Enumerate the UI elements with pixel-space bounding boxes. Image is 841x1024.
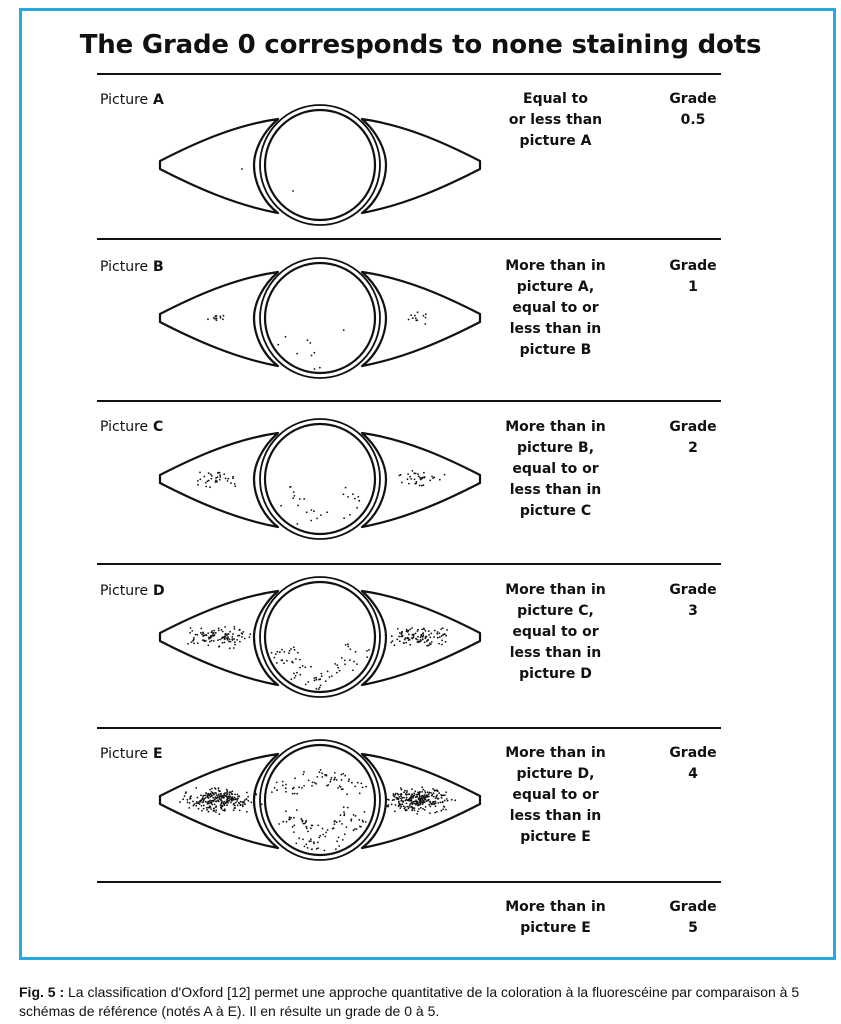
- row-condition-b: More than in picture A, equal to or less than in picture B: [505, 258, 606, 358]
- eye-diagram-c: [150, 417, 490, 547]
- eye-diagram-b: [150, 256, 490, 386]
- row-condition-c: More than in picture B, equal to or less than in picture C: [505, 419, 606, 519]
- row-condition-a: Equal to or less than picture A: [508, 91, 603, 149]
- row-divider: [97, 881, 721, 883]
- row-label-e: Picture E: [100, 746, 163, 762]
- row-label-a: Picture A: [100, 92, 164, 108]
- row-divider: [97, 563, 721, 565]
- caption-label: Fig. 5 :: [19, 984, 65, 1000]
- row-grade-e: Grade 4: [669, 745, 717, 782]
- row-grade-a: Grade 0.5: [669, 91, 717, 128]
- row-grade-d: Grade 3: [669, 582, 717, 619]
- eye-diagram-d: [150, 575, 490, 705]
- row-label-d: Picture D: [100, 583, 165, 599]
- row-grade-5: Grade 5: [669, 899, 717, 936]
- row-grade-c: Grade 2: [669, 419, 717, 456]
- row-condition-5: More than in picture E: [505, 899, 606, 936]
- figure-title: The Grade 0 corresponds to none staining dots: [79, 30, 762, 60]
- caption-text: La classification d'Oxford [12] permet une approche quantitative de la coloration à la fluorescéine par comparaison à 5 schémas de référence (notés A à E). Il en résulte un grade de 0 à 5.: [19, 984, 800, 1019]
- row-condition-e: More than in picture D, equal to or less than in picture E: [505, 745, 606, 845]
- row-divider: [97, 238, 721, 240]
- eye-diagram-e: [150, 738, 490, 868]
- eye-diagram-a: [150, 103, 490, 233]
- row-divider: [97, 400, 721, 402]
- row-label-b: Picture B: [100, 259, 164, 275]
- row-grade-b: Grade 1: [669, 258, 717, 295]
- row-label-c: Picture C: [100, 419, 164, 435]
- figure-caption: [19, 983, 837, 1021]
- title-rule: [97, 73, 721, 75]
- row-divider: [97, 727, 721, 729]
- row-condition-d: More than in picture C, equal to or less than in picture D: [505, 582, 606, 682]
